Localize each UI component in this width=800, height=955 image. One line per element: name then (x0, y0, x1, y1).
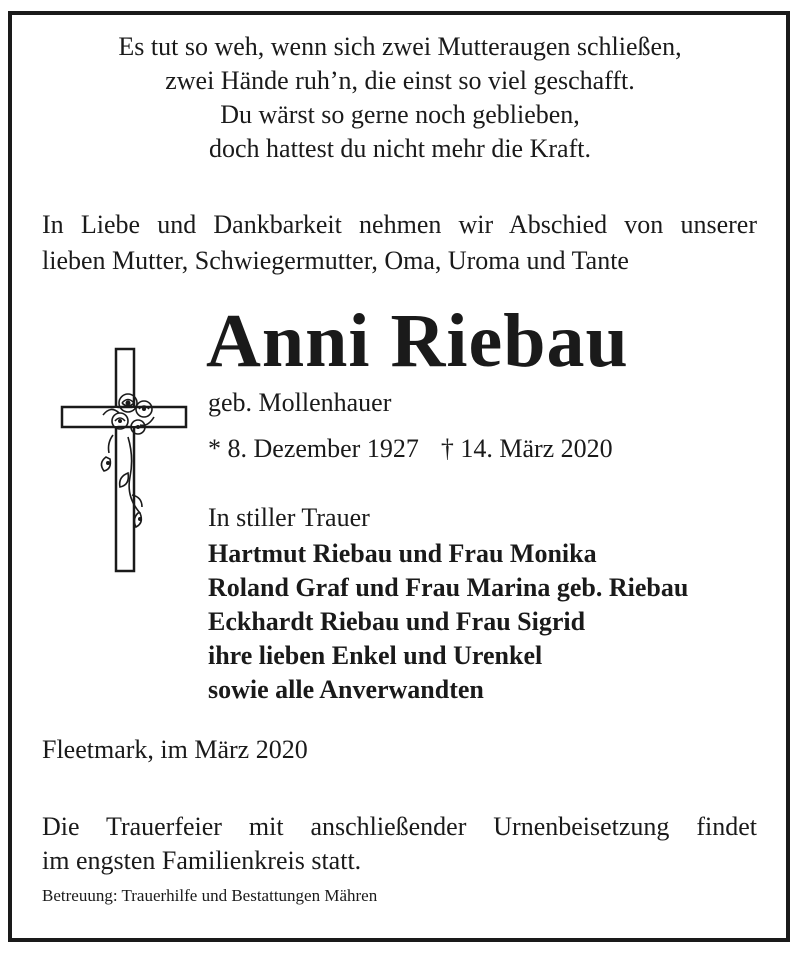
mourner-line: sowie alle Anverwandten (208, 675, 484, 704)
poem (0, 30, 800, 166)
service-line: Die Trauerfeier mit anschließender Urnenbeisetzung findet (42, 812, 757, 841)
life-dates (208, 434, 613, 464)
deceased-name: Anni Riebau (206, 299, 629, 383)
care-credit: Betreuung: Trauerhilfe und Bestattungen Mähren (42, 886, 378, 905)
poem-line: Es tut so weh, wenn sich zwei Mutteraugen schließen, (118, 32, 682, 61)
death-date: † 14. März 2020 (440, 434, 613, 463)
poem-line: Du wärst so gerne noch geblieben, (220, 100, 580, 129)
place-date: Fleetmark, im März 2020 (42, 735, 308, 764)
poem-line: doch hattest du nicht mehr die Kraft. (209, 134, 591, 163)
birth-date: * 8. Dezember 1927 (208, 434, 419, 463)
cross-with-roses-icon (58, 345, 190, 575)
intro-line: In Liebe und Dankbarkeit nehmen wir Abschied von unserer (42, 210, 757, 239)
mourner-line: ihre lieben Enkel und Urenkel (208, 641, 543, 670)
mourners-list (208, 537, 688, 707)
service-line: im engsten Familienkreis statt. (42, 846, 362, 875)
intro-text (42, 207, 757, 279)
mourners-heading: In stiller Trauer (208, 503, 370, 532)
intro-line: lieben Mutter, Schwiegermutter, Oma, Uroma und Tante (42, 246, 629, 275)
poem-line: zwei Hände ruh’n, die einst so viel geschafft. (165, 66, 635, 95)
mourner-line: Eckhardt Riebau und Frau Sigrid (208, 607, 586, 636)
mourner-line: Roland Graf und Frau Marina geb. Riebau (208, 573, 689, 602)
birth-name: geb. Mollenhauer (208, 388, 392, 417)
service-info (42, 810, 757, 878)
mourner-line: Hartmut Riebau und Frau Monika (208, 539, 597, 568)
